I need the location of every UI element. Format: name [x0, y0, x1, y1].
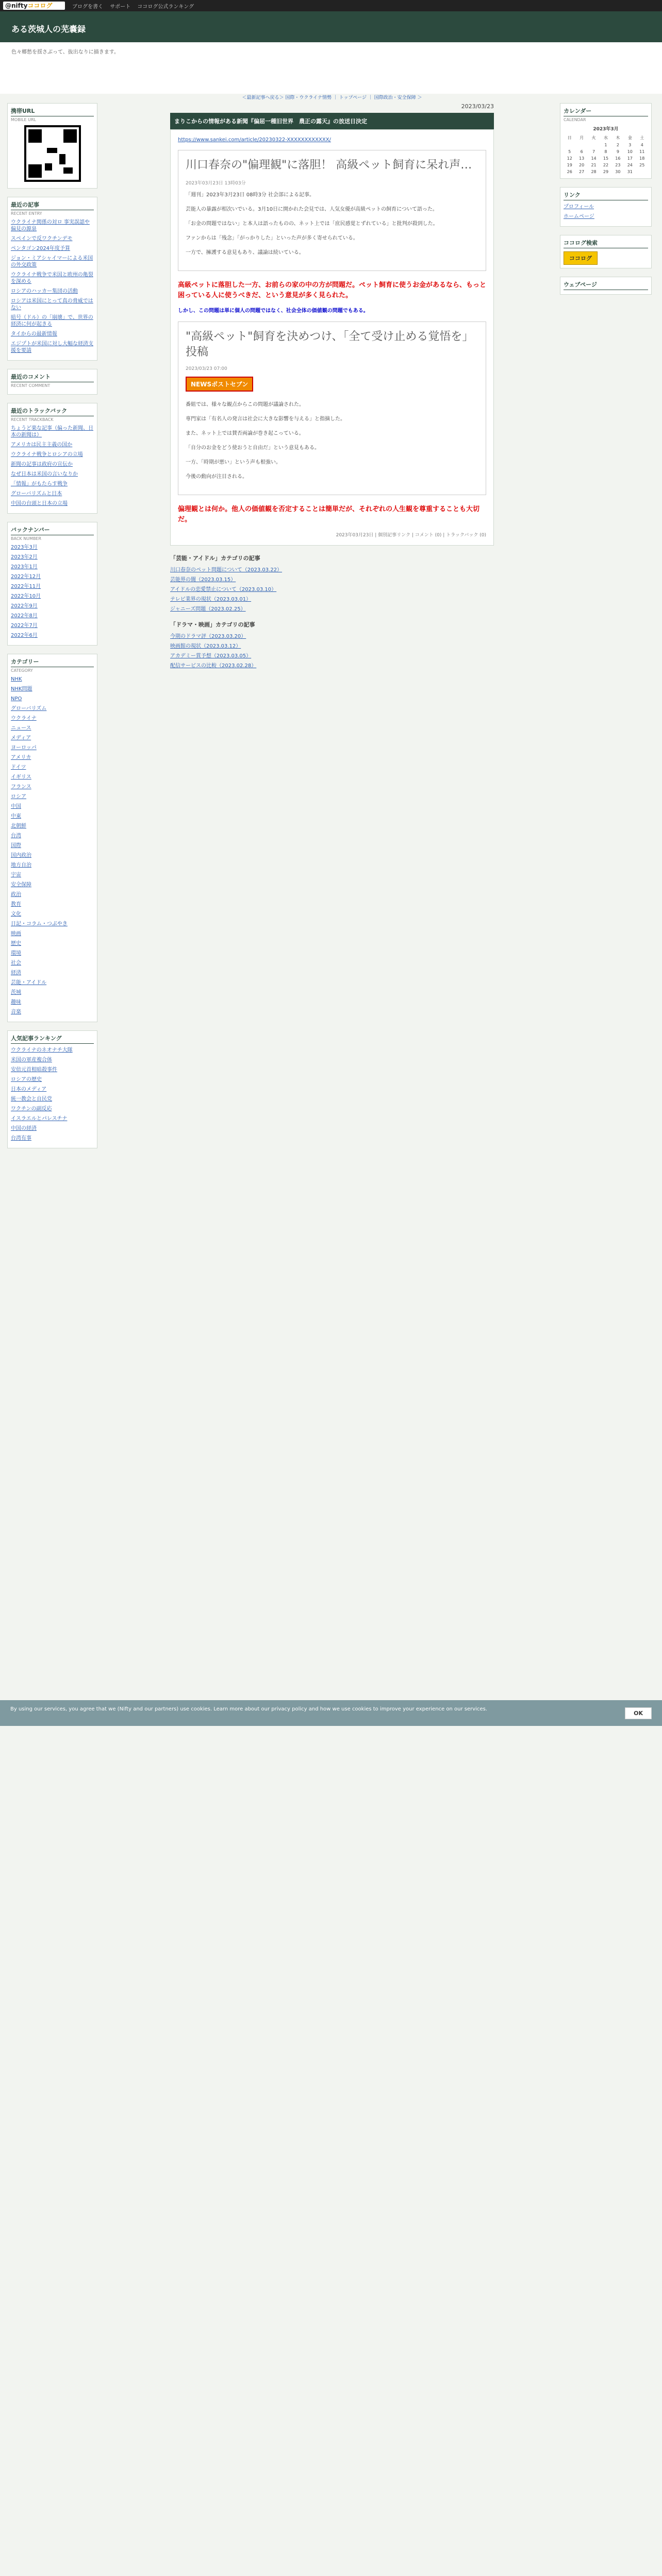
web-page-box: [560, 277, 652, 295]
closing-commentary: 偏理観とは何か。他人の価値観を否定することは簡単だが、それぞれの人生観を尊重することも大切だ。: [178, 505, 480, 523]
blog-subheader: [0, 42, 662, 94]
left-sidebar: [7, 103, 97, 1157]
category-link[interactable]: メディア: [11, 735, 31, 741]
ranking-link[interactable]: ワクチンの副反応: [11, 1106, 52, 1112]
ranking-box: [7, 1030, 97, 1148]
ranking-title: 人気記事ランキング: [11, 1034, 94, 1044]
related2-title: 「ドラマ・映画」カテゴリの記事: [170, 621, 255, 628]
category-link[interactable]: 社会: [11, 960, 21, 966]
paragraph: 一方で、擁護する意見もあり、議論は続いている。: [186, 250, 304, 256]
backnumber-link[interactable]: 2022年7月: [11, 623, 38, 629]
quoted-article-2-meta: 2023/03/23 07:00: [186, 366, 227, 371]
calendar-weekday: 火: [591, 135, 596, 140]
calendar-day[interactable]: 21: [591, 163, 597, 167]
calendar-day[interactable]: 12: [567, 156, 572, 161]
calendar-day[interactable]: 29: [603, 170, 609, 174]
recent-comments-en: RECENT COMMENT: [11, 383, 51, 388]
ranking-link[interactable]: 台湾有事: [11, 1136, 31, 1141]
calendar-day[interactable]: 10: [627, 149, 633, 154]
trackback-link[interactable]: グローバリズムと日本: [11, 491, 62, 497]
logo-text: @nifty: [5, 2, 28, 9]
trackback-link[interactable]: ウクライナ戦争とロシアの立場: [11, 452, 83, 457]
category-link[interactable]: ロシア: [11, 794, 26, 800]
entry-date: 2023/03/23: [461, 103, 494, 110]
links-box: [560, 187, 652, 227]
news-source-badge: NEWSポストセブン: [186, 377, 253, 392]
trackbacks-en: RECENT TRACKBACK: [11, 417, 54, 422]
category-link[interactable]: 茨城: [11, 990, 21, 995]
cocolog-search-box: [560, 235, 652, 268]
trackbacks-title: 最近のトラックバック: [11, 406, 94, 416]
ranking-link[interactable]: 日本のメディア: [11, 1087, 47, 1092]
homepage-link[interactable]: ホームページ: [564, 214, 594, 219]
paragraph: 今後の動向が注目される。: [186, 474, 247, 480]
calendar-day[interactable]: 18: [639, 156, 645, 161]
category-link[interactable]: 趣味: [11, 999, 21, 1005]
category-link[interactable]: NHK: [11, 676, 22, 682]
related-link[interactable]: 配信サービスの比較（2023.02.28）: [170, 663, 257, 669]
calendar-day[interactable]: 2: [616, 143, 619, 147]
blog-title[interactable]: ある茨城人の芜嚢録: [11, 24, 86, 34]
paragraph: 「自分のお金をどう使おうと自由だ」という意見もある。: [186, 445, 320, 451]
calendar-weekday: 水: [603, 135, 608, 140]
calendar-day[interactable]: 30: [615, 170, 621, 174]
related-link[interactable]: 川口春奈のペット問題について（2023.03.22）: [170, 567, 283, 573]
recent-entry-link[interactable]: ウクライナ関係の対ロ 事実誤認や偏見の源泉: [11, 219, 90, 232]
mobile-url-box: [7, 103, 97, 189]
category-link[interactable]: 文化: [11, 911, 21, 917]
calendar-title: カレンダー: [564, 107, 648, 116]
top-nav-bar: [0, 0, 662, 11]
category-link[interactable]: 国内政治: [11, 853, 31, 858]
category-link[interactable]: 音楽: [11, 1009, 21, 1015]
trackback-link[interactable]: 「情報」がもたらす戦争: [11, 481, 68, 487]
category-link[interactable]: イギリス: [11, 774, 31, 780]
category-link[interactable]: 中国: [11, 804, 21, 809]
category-link[interactable]: 中東: [11, 814, 21, 819]
trackback-link[interactable]: なぜ日本は米国の言いなりか: [11, 471, 78, 477]
related-articles: [170, 554, 494, 669]
category-link[interactable]: 環境: [11, 951, 21, 956]
backnumber-title: バックナンバー: [11, 526, 94, 535]
backnumber-link[interactable]: 2023年1月: [11, 564, 38, 570]
blue-commentary: しかし、この問題は単に個人の問題ではなく、社会全体の価値観の問題でもある。: [178, 308, 369, 314]
category-link[interactable]: 安全保障: [11, 882, 31, 888]
calendar-day[interactable]: 25: [639, 163, 645, 167]
top-links: [72, 2, 199, 10]
calendar-day[interactable]: 23: [615, 163, 621, 167]
related-link[interactable]: アイドルの恋愛禁止について（2023.03.10）: [170, 587, 277, 592]
calendar-month[interactable]: 2023年3月: [593, 127, 619, 132]
ranking-link[interactable]: ロシアの歴史: [11, 1077, 42, 1082]
category-link[interactable]: ヨーロッパ: [11, 745, 37, 751]
paragraph: 「お金の問題ではない」と本人は語ったものの、ネット上では「庶民感覚とずれている」と批判が殺到した。: [186, 221, 438, 227]
recent-entries-title: 最近の記事: [11, 200, 94, 210]
category-link[interactable]: 地方自治: [11, 862, 31, 868]
category-link[interactable]: 映画: [11, 931, 21, 937]
category-link[interactable]: NPO: [11, 696, 22, 702]
calendar-day[interactable]: 14: [591, 156, 597, 161]
category-link[interactable]: フランス: [11, 784, 31, 790]
recent-comments-box: [7, 369, 97, 395]
recent-entries-en: RECENT ENTRY: [11, 211, 42, 216]
category-en: CATEGORY: [11, 668, 33, 673]
category-box: [7, 654, 97, 1022]
calendar-day: [636, 168, 648, 175]
trackback-link[interactable]: ちょうど楽な記事（偏った新聞、日本の新聞は）: [11, 426, 93, 438]
logo-accent: ココログ: [27, 2, 53, 9]
paragraph: 番組では、様々な観点からこの問題が議論された。: [186, 402, 304, 408]
category-link[interactable]: ウクライナ: [11, 716, 37, 721]
category-link[interactable]: グローバリズム: [11, 706, 47, 711]
category-link[interactable]: 国際: [11, 843, 21, 849]
paragraph: 「週刊」2023年3月23日 08時3分 社会部による記事。: [186, 192, 315, 198]
calendar-day[interactable]: 15: [603, 156, 609, 161]
category-link[interactable]: 経済: [11, 970, 21, 976]
cookie-banner: [0, 1700, 662, 1726]
calendar-day[interactable]: 22: [603, 163, 609, 167]
mobile-url-title: 携帯URL: [11, 107, 94, 116]
recent-entry-link[interactable]: ジョン・ミアシャイマーによる米国の外交政策: [11, 256, 93, 268]
recent-entry-link[interactable]: スペインで反ワクチンデモ: [11, 236, 73, 242]
blog-header: [0, 11, 662, 42]
calendar-day: [575, 142, 587, 148]
calendar-weekday: 木: [616, 135, 620, 140]
ranking-link[interactable]: 統一教会と自民党: [11, 1096, 52, 1102]
calendar-day[interactable]: 6: [580, 149, 583, 154]
calendar-day[interactable]: 8: [604, 149, 607, 154]
cookie-ok-button[interactable]: OK: [625, 1707, 652, 1719]
related-link[interactable]: 今期のドラマ評（2023.03.20）: [170, 634, 246, 639]
category-link[interactable]: 日記・コラム・つぶやき: [11, 921, 68, 927]
entry-footer-meta[interactable]: 2023年03月23日 | 個別記事リンク | コメント (0) | トラックバック (0): [336, 533, 486, 538]
ranking-link[interactable]: 中国の経済: [11, 1126, 37, 1131]
calendar-weekday: 月: [580, 135, 584, 140]
calendar-day[interactable]: 9: [616, 149, 619, 154]
ranking-link[interactable]: ウクライナのネオナチ大隊: [11, 1047, 73, 1053]
category-link[interactable]: 芸能・アイドル: [11, 980, 47, 986]
ranking-link[interactable]: イスラエルとパレスチナ: [11, 1116, 68, 1122]
trackback-link[interactable]: アメリカは民主主義の国か: [11, 442, 73, 448]
entry-navigation[interactable]: ＜最新記事へ戻る＞ 国際・ウクライナ情勢 ｜ トップページ ｜ 国際政治・安全保障 ＞: [242, 95, 422, 100]
mobile-url-en: MOBILE URL: [11, 117, 36, 122]
related-link[interactable]: 芸能界の闇（2023.03.15）: [170, 577, 236, 583]
cocolog-button[interactable]: ココログ: [564, 251, 598, 265]
category-link[interactable]: 歴史: [11, 941, 21, 946]
calendar-day[interactable]: 24: [627, 163, 633, 167]
related-link[interactable]: テレビ業界の現状（2023.03.01）: [170, 597, 252, 602]
calendar-day[interactable]: 16: [615, 156, 621, 161]
calendar-box: [560, 103, 652, 179]
category-link[interactable]: 教育: [11, 902, 21, 907]
recent-entry-link[interactable]: ロシアのハッカー集団の活動: [11, 289, 78, 294]
category-link[interactable]: NHK問題: [11, 686, 32, 692]
calendar-day[interactable]: 11: [639, 149, 645, 154]
search-title: ココログ検索: [564, 239, 648, 248]
category-link[interactable]: 宇宙: [11, 872, 21, 878]
paragraph: また、ネット上では賛否両論が巻き起こっている。: [186, 431, 304, 436]
recent-entry-link[interactable]: ウクライナ戦争で米国と欧州の亀裂を深める: [11, 272, 93, 284]
top-link-ranking[interactable]: ココログ公式ランキング: [137, 4, 194, 10]
paragraph: 一方、「時期が悪い」という声も根強い。: [186, 460, 281, 465]
quoted-article-meta: 2023年03月23日 13時03分: [186, 181, 246, 186]
calendar-day[interactable]: 4: [640, 143, 643, 147]
backnumber-box: [7, 522, 97, 646]
recent-entries-box: [7, 197, 97, 361]
cookie-text: By using our services, you agree that we (Nifty and our partners) use cookies. Learn more about our privacy policy and how we use cookies to improve your experience on our services.: [10, 1706, 487, 1712]
related1-title: 「芸能・アイドル」カテゴリの記事: [170, 555, 260, 562]
entry-title[interactable]: まりこからの情報がある新聞『偏屈一種旧世界 農正の露天』の放送日決定: [170, 113, 494, 129]
nifty-logo[interactable]: [3, 2, 65, 10]
category-link[interactable]: 北朝鮮: [11, 823, 26, 829]
backnumber-link[interactable]: 2022年9月: [11, 603, 38, 609]
calendar-weekday: 土: [640, 135, 644, 140]
calendar-day[interactable]: 19: [567, 163, 572, 167]
recent-trackbacks-box: [7, 403, 97, 514]
top-link-write[interactable]: ブログを書く: [72, 4, 103, 10]
category-title: カテゴリー: [11, 657, 94, 667]
related-link[interactable]: 映画館の現状（2023.03.12）: [170, 643, 241, 649]
calendar-day[interactable]: 1: [604, 143, 607, 147]
web-page-title: ウェブページ: [564, 280, 648, 290]
paragraph: 専門家は「有名人の発言は社会に大きな影響を与える」と指摘した。: [186, 416, 345, 422]
calendar-day[interactable]: 27: [579, 170, 585, 174]
quoted-article-1: [178, 150, 486, 271]
backnumber-en: BACK NUMBER: [11, 536, 42, 541]
top-link-support[interactable]: サポート: [110, 4, 131, 10]
source-url-link[interactable]: https://www.sankei.com/article/20230322-XXXXXXXXXXXX/: [178, 137, 331, 143]
profile-link[interactable]: プロフィール: [564, 204, 594, 210]
calendar: [564, 125, 648, 175]
calendar-day[interactable]: 5: [568, 149, 571, 154]
calendar-day: [564, 142, 575, 148]
links-title: リンク: [564, 191, 648, 200]
category-link[interactable]: ドイツ: [11, 765, 26, 770]
category-link[interactable]: 政治: [11, 892, 21, 897]
category-link[interactable]: アメリカ: [11, 755, 31, 760]
backnumber-link[interactable]: 2023年3月: [11, 545, 38, 550]
recent-entry-link[interactable]: ペンタゴン2024年度予算: [11, 246, 71, 251]
backnumber-link[interactable]: 2022年6月: [11, 633, 38, 638]
paragraph: 芸能人の暴露が相次いでいる。3月10日に開かれた会見では、人気女優が高級ペットの飼育について語った。: [186, 207, 438, 212]
entry-body: [170, 129, 494, 546]
qr-code-icon: [24, 125, 81, 182]
blog-description: 色々郷愁を揺さぶって、抜出なりに描きます。: [11, 49, 119, 55]
recent-entry-link[interactable]: ロシアは米国にとって真の脅威ではない: [11, 298, 93, 311]
paragraph: ファンからは「残念」「がっかりした」といった声が多く寄せられている。: [186, 235, 358, 241]
calendar-day: [588, 142, 600, 148]
calendar-day[interactable]: 7: [592, 149, 595, 154]
calendar-day[interactable]: 13: [579, 156, 585, 161]
recent-comments-title: 最近のコメント: [11, 372, 94, 382]
calendar-day[interactable]: 31: [627, 170, 633, 174]
calendar-day[interactable]: 3: [628, 143, 632, 147]
backnumber-link[interactable]: 2022年12月: [11, 574, 41, 580]
backnumber-link[interactable]: 2022年10月: [11, 594, 41, 599]
quoted-article-2: [178, 321, 486, 495]
related-link[interactable]: アカデミー賞予想（2023.03.05）: [170, 653, 252, 659]
right-sidebar: [560, 103, 652, 303]
calendar-weekday: 日: [567, 135, 572, 140]
backnumber-link[interactable]: 2022年8月: [11, 613, 38, 619]
highlighted-commentary: 高級ペットに落胆した一方、お前らの家の中の方が問題だ。ペット飼育に使うお金があるなら、もっと困っている人に使うべきだ、という意見が多く見られた。: [178, 281, 487, 299]
calendar-day[interactable]: 17: [627, 156, 633, 161]
calendar-day[interactable]: 26: [567, 170, 572, 174]
quoted-article-2-title: "高級ペット"飼育を決めつけ、「全て受け止める覚悟を」投稿: [186, 330, 474, 359]
calendar-weekday: 金: [627, 135, 632, 140]
recent-entry-link[interactable]: タイからの最新情報: [11, 331, 57, 337]
recent-entry-link[interactable]: 暗号（ドル）の「崩壊」で、世界の経済に何が起きる: [11, 315, 93, 327]
backnumber-link[interactable]: 2023年2月: [11, 554, 38, 560]
ranking-link[interactable]: 米国の軍産複合体: [11, 1057, 52, 1063]
ranking-link[interactable]: 安倍元首相暗殺事件: [11, 1067, 57, 1073]
backnumber-link[interactable]: 2022年11月: [11, 584, 41, 589]
recent-entry-link[interactable]: エジプトが米国に対し大幅な経済支援を要請: [11, 341, 93, 353]
calendar-day[interactable]: 20: [579, 163, 585, 167]
quoted-article-title: 川口春奈の"偏理観"に落胆！ 高級ペット飼育に呆れ声…: [186, 159, 472, 172]
calendar-en: CALENDAR: [564, 117, 586, 122]
main-column: [170, 103, 494, 671]
trackback-link[interactable]: 中国の台頭と日本の立場: [11, 501, 68, 506]
trackback-link[interactable]: 新聞の記事は政府の宣伝か: [11, 462, 73, 467]
category-link[interactable]: ニュース: [11, 725, 31, 731]
category-link[interactable]: 台湾: [11, 833, 21, 839]
related-link[interactable]: ジャニーズ問題（2023.02.25）: [170, 606, 246, 612]
calendar-day[interactable]: 28: [591, 170, 597, 174]
